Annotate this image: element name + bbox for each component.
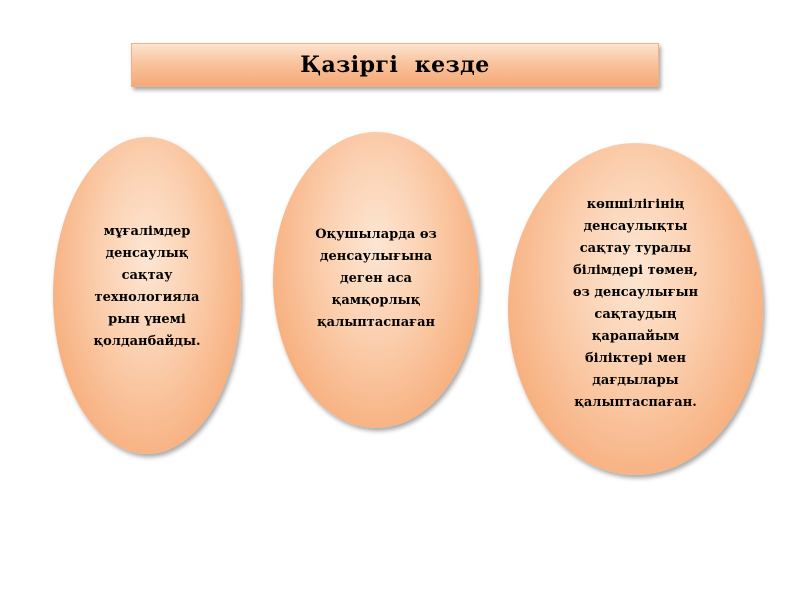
oval-majority-text: көпшілігінің денсаулықты сақтау туралы білімдері төмен, өз денсаулығын сақтаудың қарапайым біліктері мен дағдылары қалыптаспаған. [572, 197, 699, 410]
oval-teachers-text: мұғалімдер денсаулық сақтау технологияла рын үнемі қолданбайды. [93, 223, 201, 349]
title-box [131, 43, 659, 87]
oval-students [273, 132, 479, 428]
oval-students-text: Оқушыларда өз денсаулығына деген аса қамқорлық қалыптаспаған [315, 227, 437, 330]
oval-majority [508, 143, 763, 475]
oval-teachers [53, 137, 241, 454]
title-text: Қазіргі кезде [300, 52, 490, 78]
